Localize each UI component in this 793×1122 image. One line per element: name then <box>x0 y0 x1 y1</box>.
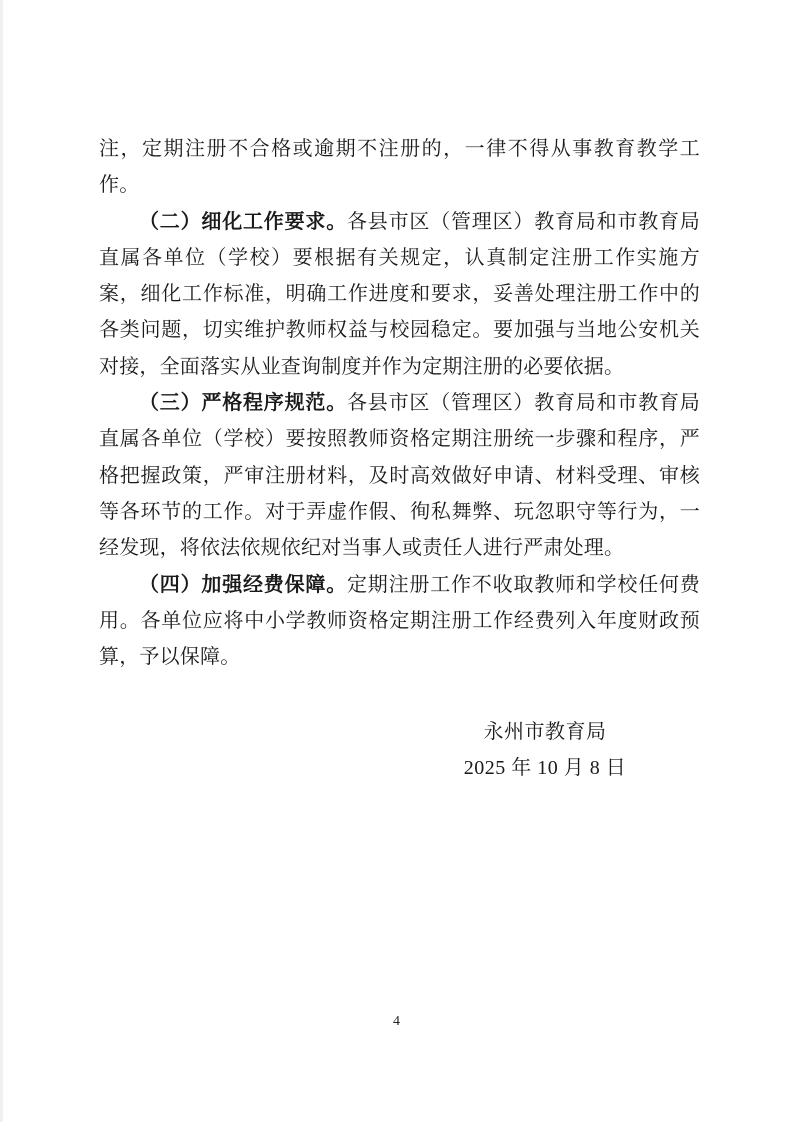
body-line: 用。各单位应将中小学教师资格定期注册工作经费列入年度财政预 <box>99 609 700 632</box>
body-line: 对接，全面落实从业查询制度并作为定期注册的必要依据。 <box>99 355 625 378</box>
body-text: 定期注册工作不收取教师和学校任何费 <box>347 573 700 596</box>
body-line: 经发现，将依法依规依纪对当事人或责任人进行严肃处理。 <box>99 537 625 560</box>
body-line: 等各环节的工作。对于弄虚作假、徇私舞弊、玩忽职守等行为，一 <box>99 500 700 523</box>
section-heading: （三）严格程序规范。 <box>139 392 347 415</box>
section-heading-line <box>99 567 700 603</box>
body-line: 直属各单位（学校）要根据有关规定，认真制定注册工作实施方 <box>99 246 700 269</box>
body-text: 各县市区（管理区）教育局和市教育局 <box>347 210 700 233</box>
document-body <box>99 131 700 675</box>
page-number: 4 <box>393 1014 400 1029</box>
body-text: 各县市区（管理区）教育局和市教育局 <box>347 392 700 415</box>
body-line: 格把握政策，严审注册材料，及时高效做好申请、材料受理、审核 <box>99 464 700 487</box>
signature-date: 2025 年 10 月 8 日 <box>463 757 627 780</box>
signature-block <box>390 714 700 787</box>
section-heading: （四）加强经费保障。 <box>139 573 347 596</box>
section-heading-line <box>99 385 700 421</box>
section-heading: （二）细化工作要求。 <box>139 210 347 233</box>
body-line: 算，予以保障。 <box>99 646 241 669</box>
signature-organization: 永州市教育局 <box>483 721 607 743</box>
body-line: 直属各单位（学校）要按照教师资格定期注册统一步骤和程序，严 <box>99 428 700 451</box>
section-heading-line <box>99 204 700 240</box>
body-line: 各类问题，切实维护教师权益与校园稳定。要加强与当地公安机关 <box>99 319 700 342</box>
body-line: 作。 <box>99 174 140 197</box>
body-line: 案，细化工作标准，明确工作进度和要求，妥善处理注册工作中的 <box>99 283 700 306</box>
body-line: 注，定期注册不合格或逾期不注册的，一律不得从事教育教学工 <box>99 138 700 160</box>
